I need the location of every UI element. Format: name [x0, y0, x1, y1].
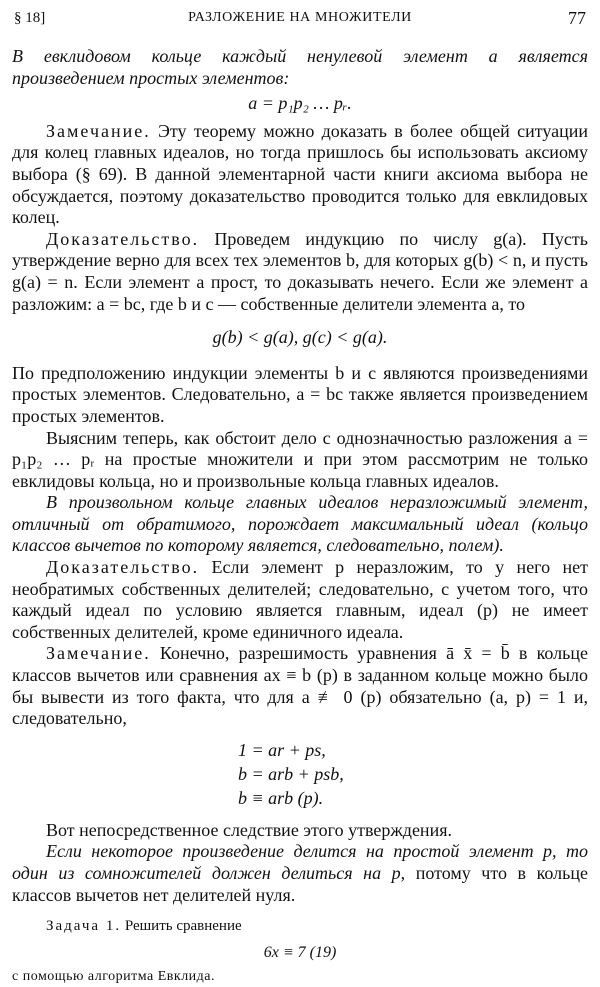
- corollary-normal: потому что в кольце классов вычетов нет делителей нуля.: [12, 863, 588, 905]
- section-marker: § 18]: [14, 10, 46, 26]
- proof-paragraph: [12, 229, 588, 315]
- remark-paragraph-2: [12, 643, 588, 729]
- equation-line: 1 = ar + ps,: [238, 739, 326, 760]
- remark-label-2: Замечание.: [46, 643, 151, 664]
- proof-paragraph-2: [12, 557, 588, 643]
- running-title: РАЗЛОЖЕНИЕ НА МНОЖИТЕЛИ: [188, 10, 412, 25]
- remark-label: Замечание.: [46, 120, 151, 141]
- page-header: [0, 0, 600, 40]
- proof-label-2: Доказательство.: [46, 557, 200, 578]
- remark-text: Эту теорему можно доказать в более общей ситуации для колец главных идеалов, но тогда пришлось бы использовать аксиому выбора (§ 69). В данной элементарной части книги аксиома выбора не обсуждается, поэтому доказательство проводится только для евклидовых колец.: [12, 120, 588, 228]
- page-body: [12, 46, 588, 987]
- uniqueness-paragraph: Выясним теперь, как обстоит дело с однозначностью разложения a = p₁p₂ … pᵣ на простые множители и при этом рассмотрим не только евклидовы кольца, но и произвольные кольца главных идеалов.: [12, 427, 588, 491]
- corollary-intro: Вот непосредственное следствие этого утверждения.: [46, 819, 452, 840]
- corollary-paragraph: [12, 841, 588, 906]
- proof-text-2: Если элемент p неразложим, то у него нет необратимых собственных делителей; следовательно, с учетом того, что каждый идеал по условию является главным, идеал (p) не имеет собственных делителей, кроме единичного идеала.: [12, 557, 588, 642]
- proof-text: Проведем индукцию по числу g(a). Пусть утверждение верно для всех тех элементов b, для которых g(b) < n, и пусть g(a) = n. Если элемент a прост, то доказывать нечего. Если же элемент a разложим: a = bc, где b и c — собственные делители элемента a, то: [12, 228, 588, 314]
- theorem-statement-2: В произвольном кольце главных идеалов неразложимый элемент, отличный от обратимого, порождает максимальный идеал (кольцо классов вычетов по которому является, следовательно, полем).: [12, 492, 588, 556]
- inequality-formula: g(b) < g(a), g(c) < g(a).: [212, 327, 388, 348]
- equation-block: [238, 738, 588, 810]
- task-ending: с помощью алгоритма Евклида.: [12, 968, 216, 984]
- factorization-formula: a = p₁p₂ … pᵣ.: [248, 93, 352, 114]
- corollary-italic: Если некоторое произведение делится на простой элемент p, то один из сомножителей должен делиться на p,: [12, 841, 588, 883]
- proof-conclusion: По предположению индукции элементы b и c являются произведениями простых элементов. Следовательно, a = bc также является произведением простых элементов.: [12, 362, 588, 426]
- task-text: Решить сравнение: [121, 918, 242, 935]
- proof-label: Доказательство.: [46, 228, 200, 249]
- task-formula: 6x ≡ 7 (19): [263, 944, 337, 962]
- equation-line: b ≡ arb (p).: [238, 787, 324, 808]
- theorem-statement: В евклидовом кольце каждый ненулевой элемент a является произведением простых элементов:: [12, 46, 588, 88]
- task-paragraph: [12, 916, 588, 936]
- remark-text-2: Конечно, разрешимость уравнения ā x̄ = b̄ в кольце классов вычетов или сравнения ax ≡ b (p) в заданном кольце можно было бы вывести из того факта, что для a ≢ 0 (p) обязательно (a, p) = 1 и, следовательно,: [12, 643, 588, 729]
- page-number: 77: [568, 8, 586, 28]
- task-label: Задача 1.: [46, 918, 122, 935]
- equation-line: b = arb + psb,: [238, 763, 344, 784]
- remark-paragraph: [12, 121, 588, 229]
